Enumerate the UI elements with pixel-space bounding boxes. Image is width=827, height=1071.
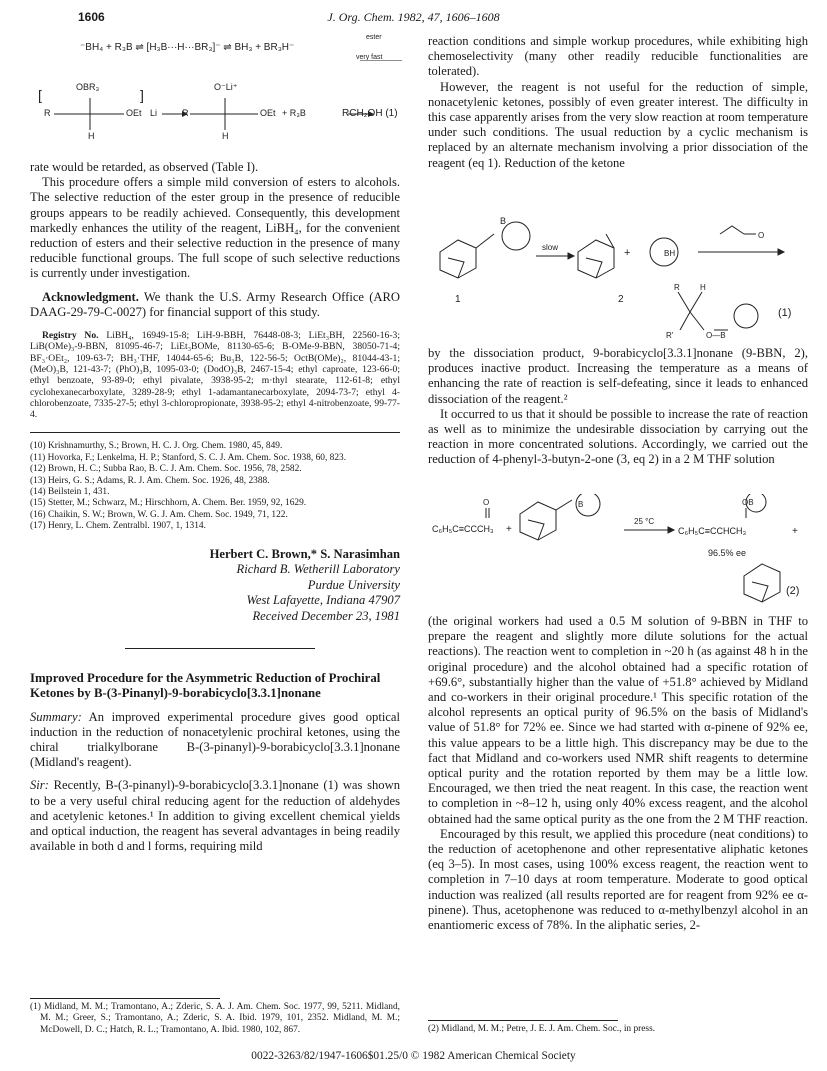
footnote-1 [30,1002,400,1036]
summary-body: An improved experimental procedure gives good optical induction in the reduction of nonacetylenic prochiral ketones, using the chiral trialkylborane B-(3-pinanyl)-9-borabicyclo[3.3.1]nonane (Midland's reagent). [30,709,400,770]
arrow-label-top: ester [366,34,382,41]
received-date: Received December 23, 1981 [252,608,400,623]
affil-3: West Lafayette, Indiana 47907 [246,593,400,608]
footnote-1-text: (1) Midland, M. M.; Tramontano, A.; Zderic, S. A. J. Am. Chem. Soc. 1977, 99, 5211. Midland, M. M.; Greer, S.; Tramontano, A.; Zderic, S. A. Ibid. 1979, 101, 2352. Midland, M. M.; McDowell, D. C.; Hatch, R. L.; Tramontano, A. Ibid. 1980, 102, 867. [30,1002,400,1035]
right-para-3: by the dissociation product, 9-borabicyclo[3.3.1]nonane (9-BBN, 2), produces inactive product. Increasing the temperature as a means of enhancing the rate of reaction is self-defeating, since it leads to enhanced dissociation of the reagent.² [428,346,808,406]
s1-label-r: R [674,283,680,292]
footnote-2 [428,1024,808,1035]
right-para-4: It occurred to us that it should be possible to increase the rate of reaction as well as to minimize the undesirable dissociation by carrying out the reaction in more concentrated solutions. Accordingly, we carried out the reduction of 4-phenyl-3-butyn-2-one (3, eq 2) in a 2 M THF solution [428,406,808,467]
article-title: Improved Procedure for the Asymmetric Reduction of Prochiral Ketones by B-(3-Pinanyl)-9-borabicyclo[3.3.1]nonane [30,671,381,701]
s2-plus: + [506,524,512,535]
s2-ee: 96.5% ee [708,548,747,558]
scheme-1 [428,212,808,342]
footnote-2-text: (2) Midland, M. M.; Petre, J. E. J. Am. Chem. Soc., in press. [428,1024,656,1034]
reference-item: (12) Brown, H. C.; Subba Rao, B. C. J. Am. Chem. Soc. 1956, 78, 2582. [30,464,302,475]
left-frag-li: Li [150,108,158,118]
s1-label-ob: O—B [706,331,726,340]
scheme-2 [428,494,808,614]
page-header [0,10,827,30]
summary-head: Summary: [30,709,82,724]
right-para-5: (the original workers had used a 0.5 M solution of 9-BBN in THF to prepare the reagent and slightly more dilute solutions for the actual reactions). The reaction went to completion in ~20 h (as against 48 h in the original procedure) and the alcohol obtained had a specific rotation of +69.6°, substantially higher than the value of +51.8° achieved by Midland and co-workers in their original procedure.¹ This specific rotation of the alcohol represents an optical purity of 96.5% on the basis of Midland's value of 51.8° for 72% ee. Since we had started with α-pinene of 92% ee, this value appears to be a little high. This discrepancy may be due to the fact that Midland and co-workers used NMR shift reagents to determine optical purity and the rotation reported by them may be a little low. Encouraged, we then tried the neat reagent. In this case, the reaction went to completion in ~8–12 h, using only 40% excess reagent, and the alcohol obtained had the same optical purity as the one from the 2 M THF reaction. [428,614,808,826]
ack-body: We thank the U.S. Army Research Office (ARO DAAG-29-79-C-0027) for financial support of this study. [30,289,400,319]
s1-eq-num: (1) [778,307,792,319]
left-para-2: This procedure offers a simple mild conversion of esters to alcohols. The selective reduction of the ester group in the presence of reducible groups appears to be readily achieved. Consequently, this development markedly enhances the utility of the reagent, LiBH₄, for the convenient reduction of esters and their selective reduction in the presence of many reducible functional groups. The full scope of such selective reductions is currently under investigation. [30,175,400,281]
references-list [30,441,400,532]
svg-text:[: [ [38,87,42,103]
s1-label-rprime: R' [666,331,674,340]
s2-o-top: O [483,498,490,507]
mid-frag-r: R [182,108,189,118]
registry-head: Registry No. [42,330,99,342]
sir-head: Sir: [30,778,49,793]
plus-r3b: + R₃B [282,108,306,118]
mid-frag-o: O⁻Li⁺ [214,82,238,92]
registry-body: LiBH₄, 16949-15-8; LiH-9-BBH, 76448-08-3; LiEt₃BH, 22560-16-3; LiB(OMe)₃-9-BBN, 81095-46-7; LiEt₃BOMe, 81130-65-6; B-OMe-9-BBN, 38050-71-4; BF₃·OEt₂, 109-63-7; BH₃·THF, 14044-65-6; Bu₃B, 122-56-5; OctB(OMe)₂, 81044-43-1; (MeO)₃B, 121-43-7; (PhO)₃B, 1095-03-0; (DodO)₃B, 2467-15-4; ethyl caproate, 123-66-0; ethyl benzoate, 93-89-0; ethyl pivalate, 3938-95-2; m·thyl stearate, 112-61-8; ethyl cyclohexanecarboxylate, 3289-28-9; ethyl 1-adamantanecarboxylate, 2094-73-7; ethyl 4-chlorobenzoate, 7335-27-5; ethyl 3-chloropropionate, 3938-95-2; ethyl 4-nitrobenzoate, 99-77-4. [30,330,401,421]
product-rch2oh: RCH₂OH (1) [342,108,398,119]
scheme-line1: ⁻BH₄ + R₃B ⇌ [H₃B···H···BR₃]⁻ ⇌ BH₃ + BR₃H⁻ [80,42,295,53]
sir-para [30,778,400,854]
left-para-1: rate would be retarded, as observed (Table I). [30,160,259,174]
right-col-mid [428,346,808,468]
acknowledgment [30,290,400,320]
s1-label-1: 1 [455,294,461,305]
s1-label-bh: BH [664,249,676,258]
s2-reactant: C₆H₅C≡CCCH₃ [432,524,494,534]
article-divider [125,648,315,649]
right-para-1: reaction conditions and simple workup procedures, while exhibiting high chemoselectivity (many other readily reducible functionalities are tolerated). [428,34,808,79]
reference-item: (15) Stetter, M.; Schwarz, M.; Hirschhorn, A. Chem. Ber. 1959, 92, 1629. [30,498,307,509]
page-number: 1606 [78,10,105,24]
left-column [30,160,400,854]
registry [30,330,400,420]
reference-item: (16) Chaikin, S. W.; Brown, W. G. J. Am. Chem. Soc. 1949, 71, 122. [30,509,288,520]
s2-cond: 25 °C [634,517,655,526]
affil-2: Purdue University [307,577,400,592]
arrow-label-bottom: very fast [356,54,383,61]
right-col-top [428,34,808,171]
reference-item: (10) Krishnamurthy, S.; Brown, H. C. J. Org. Chem. 1980, 45, 849. [30,441,283,452]
reference-item: (11) Hovorka, F.; Lenkelma, H. P.; Stanford, S. C. J. Am. Chem. Soc. 1938, 60, 823. [30,452,347,463]
left-frag-obr3: OBR₃ [76,82,100,92]
mid-frag-oet: OEt [260,108,276,118]
s2-eq-num: (2) [786,585,800,597]
refs-divider [30,432,400,433]
left-frag-h: H [88,131,95,141]
sir-body: Recently, B-(3-pinanyl)-9-borabicyclo[3.3.1]nonane (1) was shown to be a very useful chiral reducing agent for the reduction of aldehydes and acetylenic ketones.¹ In addition to giving excellent chemical yields and optical induction, the reagent has several advantages in being readily available in both d and l forms, requiring mild [30,778,400,854]
reference-item: (14) Beilstein 1, 431. [30,487,110,498]
mid-frag-h: H [222,131,229,141]
footnote-divider-left [30,998,220,999]
s1-arrow-slow: slow [542,243,559,252]
s2-product: C₆H₅C≡CCHCH₃ [678,526,747,536]
s1-label-h: H [700,283,706,292]
s1-label-o: O [758,231,765,240]
right-para-2: However, the reagent is not useful for the reduction of simple, nonacetylenic ketones, possibly of even greater interest. The difficulty in this case apparently arises from the very slow reaction at room temperature under such conditions. The usual reduction by a cyclic mechanism is replaced by an alternate mechanism involving a prior dissociation of the reagent (eq 1). Reduction of the ketone [428,79,808,170]
s2-plus2: + [792,526,798,537]
s1-plus: + [624,247,631,259]
authors: Herbert C. Brown,* S. Narasimhan [209,546,400,561]
signature-block [30,547,400,625]
summary [30,710,400,771]
reference-item: (17) Henry, L. Chem. Zentralbl. 1907, 1, 1314. [30,521,206,532]
s2-ob-top: OB [742,498,754,507]
left-frag-oet: OEt [126,108,142,118]
page-footer: 0022-3263/82/1947-1606$01.25/0 © 1982 American Chemical Society [251,1050,576,1062]
ack-head: Acknowledgment. [42,289,139,304]
s1-label-b: B [500,216,507,226]
s2-b-label: B [578,500,584,509]
left-frag-r: R [44,108,51,118]
journal-line: J. Org. Chem. 1982, 47, 1606–1608 [327,10,500,24]
s1-label-2: 2 [618,294,624,305]
svg-text:]: ] [140,87,144,103]
affil-1: Richard B. Wetherill Laboratory [236,562,400,577]
reference-item: (13) Heirs, G. S.; Adams, R. J. Am. Chem. Soc. 1926, 48, 2388. [30,475,270,486]
footnote-divider-right [428,1020,618,1021]
right-para-6: Encouraged by this result, we applied this procedure (neat conditions) to the reduction of acetophenone and other representative aliphatic ketones (eq 3–5). In most cases, using 100% excess reagent, the reaction went to completion in 7–10 days at room temperature. Moderate to good optical induction was realized (all results reported are for reagent from 92% ee α-pinene). Thus, acetophenone was reduced to α-methylbenzyl alcohol in an enantiomeric excess of 78%. In the aliphatic series, 2- [428,826,808,933]
right-col-bottom [428,614,808,933]
